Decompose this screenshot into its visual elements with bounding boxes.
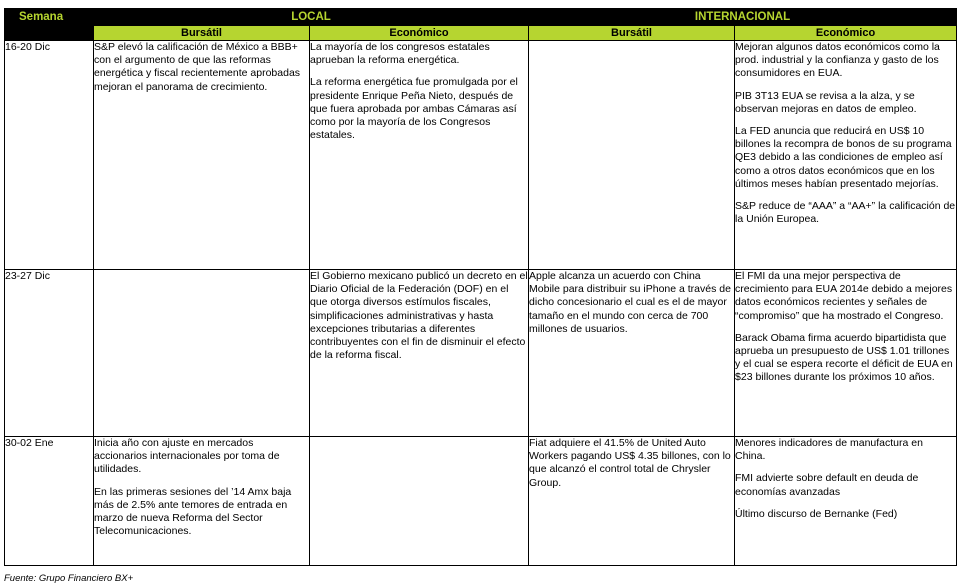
weekly-events-table: [4, 8, 957, 566]
event-text: FMI advierte sobre default en deuda de economías avanzadas: [735, 472, 919, 498]
local-bursatil-cell: [94, 437, 310, 566]
event-text: La mayoría de los congresos estatales aprueban la reforma energética.: [310, 41, 490, 67]
event-text: S&P reduce de “AAA” a “AA+” la calificación de la Unión Europea.: [735, 200, 956, 226]
event-text: Último discurso de Bernanke (Fed): [735, 507, 898, 520]
subheader-int-bursatil: Bursátil: [529, 26, 735, 41]
local-bursatil-cell: [94, 270, 310, 437]
table-row: [5, 41, 957, 270]
event-text: PIB 3T13 EUA se revisa a la alza, y se observan mejoras en datos de empleo.: [735, 89, 917, 115]
week-cell: 30-02 Ene: [5, 437, 94, 566]
int-bursatil-cell: [529, 41, 735, 270]
local-bursatil-cell: [94, 41, 310, 270]
header-blank: [5, 26, 94, 41]
event-text: Barack Obama firma acuerdo bipartidista que aprueba un presupuesto de US$ 1.01 trillones y el cual se espera recorte el déficit de EUA en $23 billones durante los próximos 10 años.: [735, 331, 953, 384]
event-text: La FED anuncia que reducirá en US$ 10 billones la recompra de bonos de su programa QE3 debido a las condiciones de empleo así como a otros datos económicos que en los últimos meses habían presentado mejorías.: [735, 125, 952, 190]
table-row: [5, 437, 957, 566]
event-text: Inicia año con ajuste en mercados accionarios internacionales por toma de utilidades.: [94, 437, 280, 476]
column-header-semana: Semana: [5, 9, 94, 26]
int-bursatil-cell: [529, 270, 735, 437]
event-text: La reforma energética fue promulgada por el presidente Enrique Peña Nieto, después de que fuera aprobada por ambas Cámaras así como por la mayoría de los Congresos estatales.: [310, 76, 518, 142]
source-note: Fuente: Grupo Financiero BX+: [4, 573, 134, 584]
int-bursatil-cell: [529, 437, 735, 566]
event-text: S&P elevó la calificación de México a BBB+ con el argumento de que las reformas energética y fiscal recientemente aprobadas mejoran el panorama de crecimiento.: [94, 41, 301, 93]
event-text: Mejoran algunos datos económicos como la prod. industrial y la confianza y gasto de los consumidores en EUA.: [735, 41, 940, 80]
event-text: Fiat adquiere el 41.5% de United Auto Workers pagando US$ 4.35 billones, con lo que alcanzó el control total de Chrysler Group.: [529, 437, 731, 489]
event-text: El Gobierno mexicano publicó un decreto en el Diario Oficial de la Federación (DOF) en el que otorga diversos estímulos fiscales, simplificaciones administrativas y hasta excepciones tributarias a diferentes contribuyentes con el fin de disminuir el efecto de la reforma fiscal.: [310, 270, 528, 362]
subheader-local-economico: Económico: [310, 26, 529, 41]
subheader-local-bursatil: Bursátil: [94, 26, 310, 41]
event-text: El FMI da una mejor perspectiva de crecimiento para EUA 2014e debido a mejores datos económicos recientes y señales de “compromiso” que ha mostrado el Congreso.: [735, 270, 953, 322]
local-economico-cell: [310, 41, 529, 270]
event-text: Apple alcanza un acuerdo con China Mobile para distribuir su iPhone a través de dicho concesionario el cual es el de mayor tamaño en el mundo con cerca de 700 millones de usuarios.: [529, 270, 731, 335]
local-economico-cell: [310, 437, 529, 566]
int-economico-cell: [735, 437, 957, 566]
event-text: Menores indicadores de manufactura en China.: [735, 437, 923, 463]
int-economico-cell: [735, 41, 957, 270]
local-economico-cell: [310, 270, 529, 437]
int-economico-cell: [735, 270, 957, 437]
column-header-internacional: INTERNACIONAL: [529, 9, 957, 26]
column-header-local: LOCAL: [94, 9, 529, 26]
subheader-int-economico: Económico: [735, 26, 957, 41]
week-cell: 16-20 Dic: [5, 41, 94, 270]
event-text: En las primeras sesiones del ’14 Amx baja más de 2.5% ante temores de entrada en marzo de nueva Reforma del Sector Telecomunicaciones.: [94, 485, 292, 538]
week-cell: 23-27 Dic: [5, 270, 94, 437]
table-row: [5, 270, 957, 437]
